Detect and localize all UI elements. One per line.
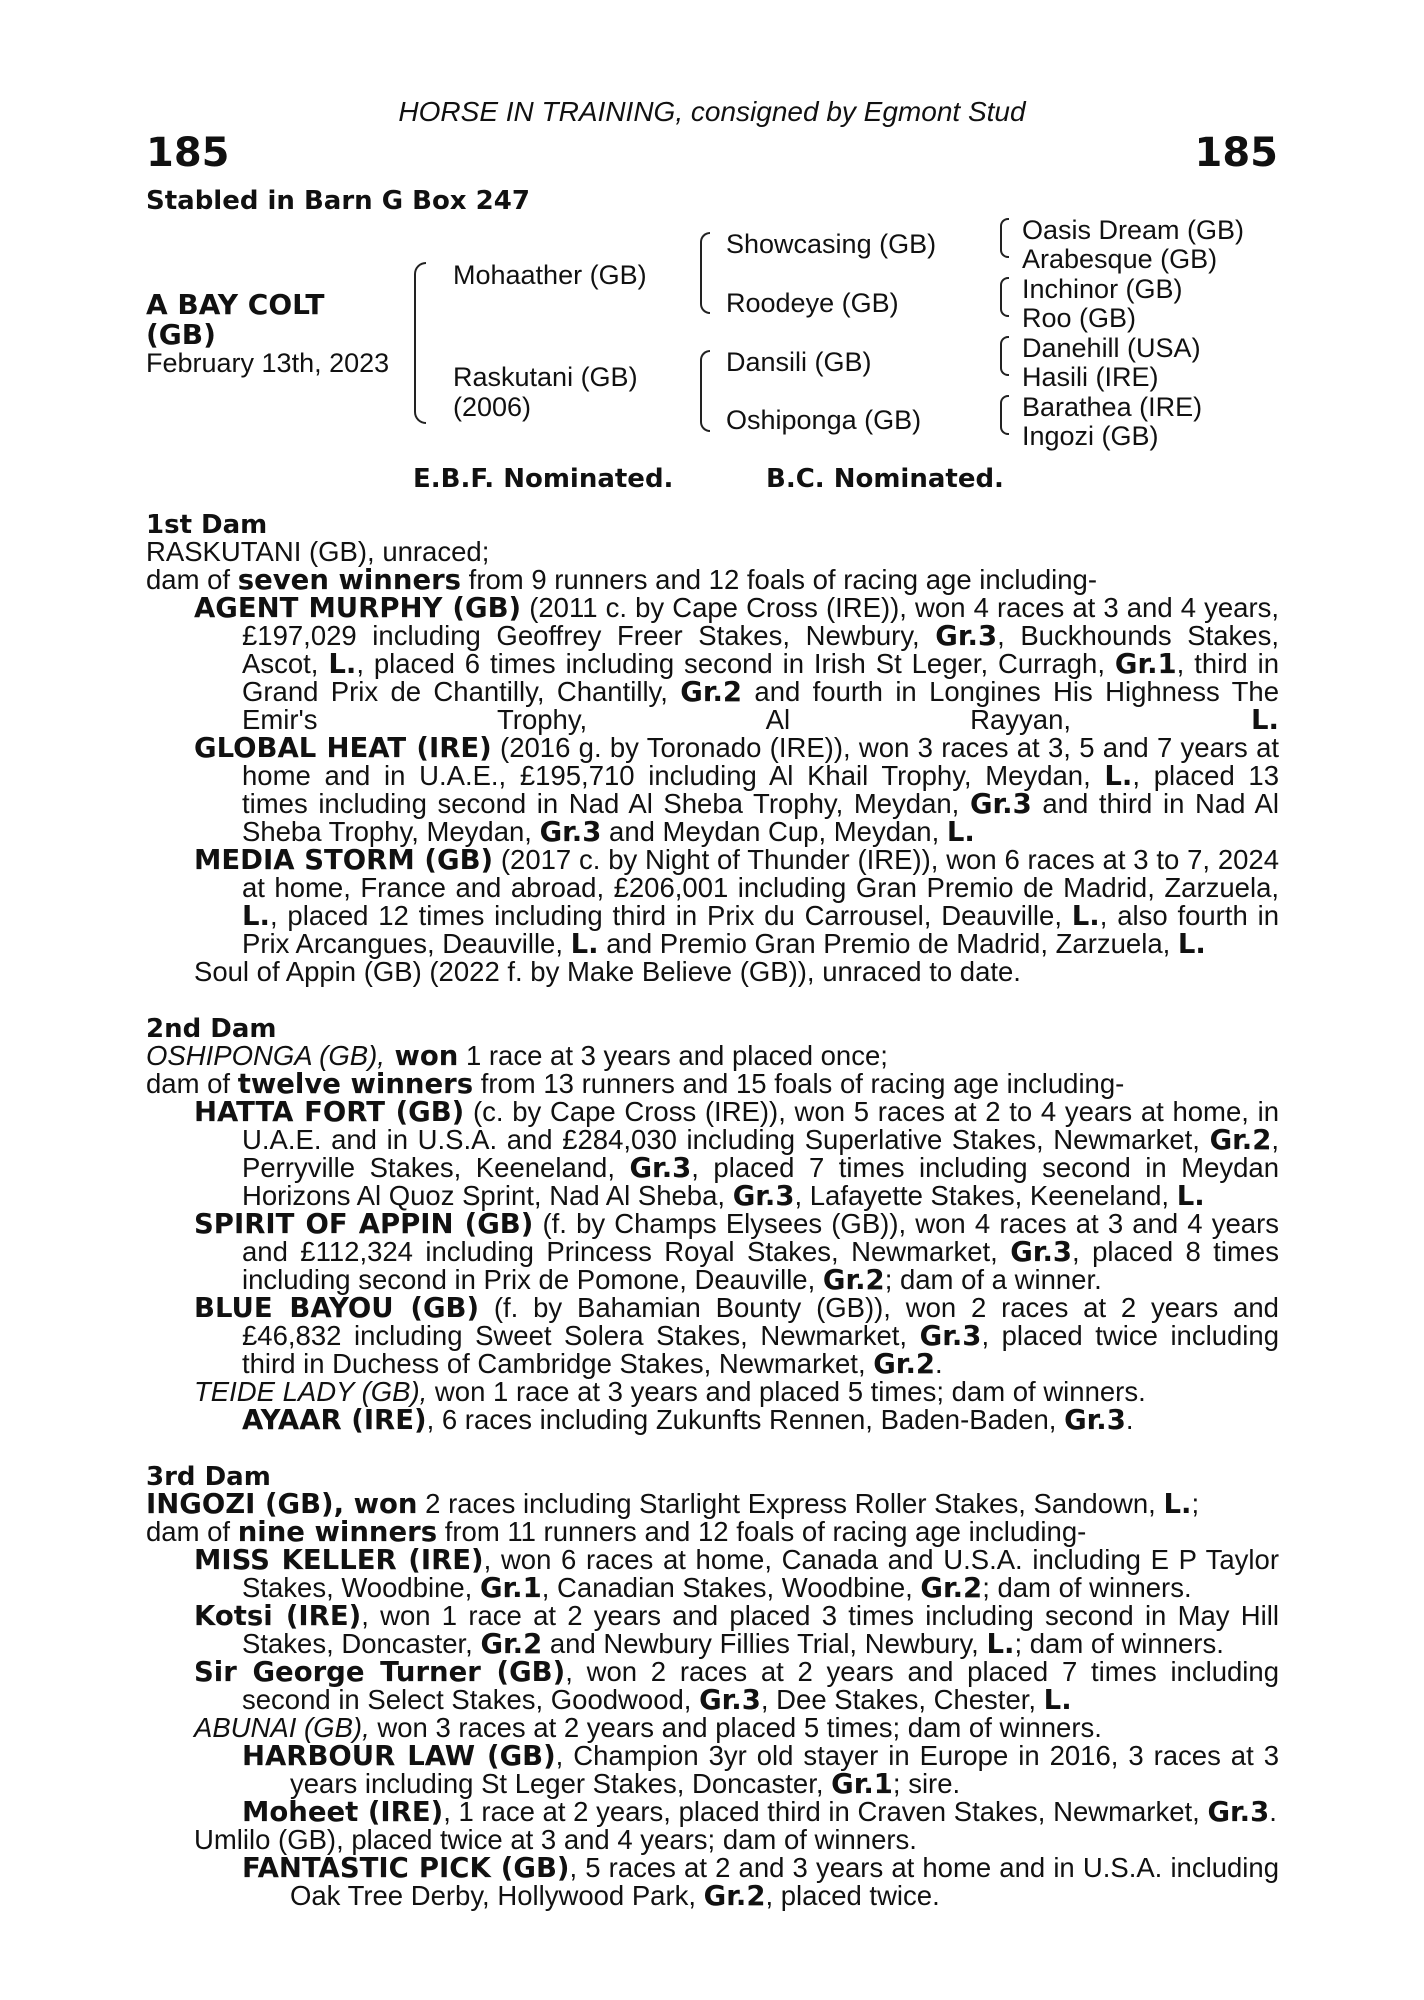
pedigree-brace-4	[1000, 218, 1009, 258]
progeny-entry: MISS KELLER (IRE), won 6 races at home, Canada and U.S.A. including E P Taylor Stakes, Woodbine, Gr.1, Canadian Stakes, Woodbine, Gr.2; dam of winners.	[194, 1544, 1279, 1604]
pedigree-gg-2: Arabesque (GB)	[1022, 244, 1218, 274]
pedigree-dam: Raskutani (GB)	[453, 362, 638, 392]
pedigree-sire-sire: Showcasing (GB)	[726, 229, 937, 259]
progeny-entry: HATTA FORT (GB) (c. by Cape Cross (IRE)), won 5 races at 2 to 4 years at home, in U.A.E. and in U.S.A. and £284,030 including Superlative Stakes, Newmarket, Gr.2, Perryville Stakes, Keeneland, Gr.3, placed 7 times including second in Meydan Horizons Al Quoz Sprint, Nad Al Sheba, Gr.3, Lafayette Stakes, Keeneland, L.	[194, 1096, 1280, 1212]
pedigree-dam-dam: Oshiponga (GB)	[726, 405, 922, 435]
pedigree-gg-5: Danehill (USA)	[1022, 333, 1201, 363]
pedigree-brace-7	[1000, 395, 1009, 435]
pedigree-brace-6	[1000, 336, 1009, 376]
third-dam-summary: dam of nine winners from 11 runners and 12 foals of racing age including-	[146, 1516, 1087, 1548]
second-dam-summary: dam of twelve winners from 13 runners and 15 foals of racing age including-	[146, 1068, 1125, 1100]
pedigree-gg-8: Ingozi (GB)	[1022, 421, 1159, 451]
pedigree-sire: Mohaather (GB)	[453, 260, 647, 290]
progeny-entry: Soul of Appin (GB) (2022 f. by Make Believe (GB)), unraced to date.	[194, 956, 1021, 987]
pedigree-brace-3	[700, 350, 710, 432]
bc-nomination: B.C. Nominated.	[766, 464, 1004, 494]
third-dam-name: INGOZI (GB), won 2 races including Starlight Express Roller Stakes, Sandown, L.;	[146, 1488, 1200, 1520]
horse-name-line2: (GB)	[146, 318, 216, 351]
pedigree-gg-1: Oasis Dream (GB)	[1022, 215, 1245, 245]
progeny-entry: Sir George Turner (GB), won 2 races at 2 years and placed 7 times including second in Select Stakes, Goodwood, Gr.3, Dee Stakes, Chester, L.	[194, 1656, 1279, 1716]
ebf-nomination: E.B.F. Nominated.	[413, 464, 674, 494]
progeny-entry: ABUNAI (GB), won 3 races at 2 years and placed 5 times; dam of winners.	[194, 1712, 1102, 1743]
progeny-entry: SPIRIT OF APPIN (GB) (f. by Champs Elysees (GB)), won 4 races at 3 and 4 years and £112,324 including Princess Royal Stakes, Newmarket, Gr.3, placed 8 times including second in Prix de Pomone, Deauville, Gr.2; dam of a winner.	[194, 1208, 1279, 1296]
horse-name-line1: A BAY COLT	[146, 288, 325, 321]
first-dam-name: RASKUTANI (GB), unraced;	[146, 536, 490, 567]
pedigree-sire-dam: Roodeye (GB)	[726, 288, 899, 318]
progeny-entry: GLOBAL HEAT (IRE) (2016 g. by Toronado (IRE)), won 3 races at 3, 5 and 7 years at home and in U.A.E., £195,710 including Al Khail Trophy, Meydan, L., placed 13 times including second in Nad Al Sheba Trophy, Meydan, Gr.3 and third in Nad Al Sheba Trophy, Meydan, Gr.3 and Meydan Cup, Meydan, L.	[194, 732, 1280, 848]
pedigree-dam-sire: Dansili (GB)	[726, 347, 872, 377]
pedigree-brace-1	[414, 262, 426, 424]
pedigree-brace-5	[1000, 277, 1009, 317]
progeny-entry: AYAAR (IRE), 6 races including Zukunfts Rennen, Baden-Baden, Gr.3.	[242, 1404, 1134, 1436]
progeny-entry: MEDIA STORM (GB) (2017 c. by Night of Thunder (IRE)), won 6 races at 3 to 7, 2024 at home, France and abroad, £206,001 including Gran Premio de Madrid, Zarzuela, L., placed 12 times including third in Prix du Carrousel, Deauville, L., also fourth in Prix Arcangues, Deauville, L. and Premio Gran Premio de Madrid, Zarzuela, L.	[194, 844, 1279, 960]
progeny-entry: Kotsi (IRE), won 1 race at 2 years and placed 3 times including second in May Hill Stakes, Doncaster, Gr.2 and Newbury Fillies Trial, Newbury, L.; dam of winners.	[194, 1600, 1279, 1660]
third-dam-heading: 3rd Dam	[146, 1462, 271, 1492]
progeny-entry: Umlilo (GB), placed twice at 3 and 4 years; dam of winners.	[194, 1824, 917, 1855]
progeny-entry: BLUE BAYOU (GB) (f. by Bahamian Bounty (GB)), won 2 races at 2 years and £46,832 including Sweet Solera Stakes, Newmarket, Gr.3, placed twice including third in Duchess of Cambridge Stakes, Newmarket, Gr.2.	[194, 1292, 1279, 1380]
stabled-location: Stabled in Barn G Box 247	[146, 186, 530, 216]
pedigree-gg-4: Roo (GB)	[1022, 303, 1137, 333]
pedigree-gg-3: Inchinor (GB)	[1022, 274, 1183, 304]
pedigree-brace-2	[700, 232, 710, 314]
pedigree-dam-year: (2006)	[453, 392, 532, 422]
progeny-entry: AGENT MURPHY (GB) (2011 c. by Cape Cross (IRE)), won 4 races at 3 and 4 years, £197,029 including Geoffrey Freer Stakes, Newbury, Gr.3, Buckhounds Stakes, Ascot, L., placed 6 times including second in Irish St Leger, Curragh, Gr.1, third in Grand Prix de Chantilly, Chantilly, Gr.2 and fourth in Longines His Highness The Emir's Trophy, Al Rayyan, L.	[194, 592, 1280, 736]
first-dam-heading: 1st Dam	[146, 510, 268, 540]
progeny-entry: TEIDE LADY (GB), won 1 race at 3 years and placed 5 times; dam of winners.	[194, 1376, 1146, 1407]
second-dam-name: OSHIPONGA (GB), won 1 race at 3 years and placed once;	[146, 1040, 888, 1072]
second-dam-heading: 2nd Dam	[146, 1014, 277, 1044]
lot-number-right: 185	[1194, 130, 1278, 176]
progeny-entry: Moheet (IRE), 1 race at 2 years, placed third in Craven Stakes, Newmarket, Gr.3.	[242, 1796, 1277, 1828]
foaling-date: February 13th, 2023	[146, 348, 390, 378]
progeny-entry: FANTASTIC PICK (GB), 5 races at 2 and 3 years at home and in U.S.A. including Oak Tree Derby, Hollywood Park, Gr.2, placed twice.	[242, 1852, 1279, 1912]
pedigree-gg-7: Barathea (IRE)	[1022, 392, 1203, 422]
first-dam-summary: dam of seven winners from 9 runners and 12 foals of racing age including-	[146, 564, 1097, 596]
lot-number-left: 185	[146, 130, 230, 176]
pedigree-gg-6: Hasili (IRE)	[1022, 362, 1159, 392]
progeny-entry: HARBOUR LAW (GB), Champion 3yr old stayer in Europe in 2016, 3 races at 3 years including St Leger Stakes, Doncaster, Gr.1; sire.	[242, 1740, 1279, 1800]
page-header-title: HORSE IN TRAINING, consigned by Egmont Stud	[398, 96, 1026, 127]
